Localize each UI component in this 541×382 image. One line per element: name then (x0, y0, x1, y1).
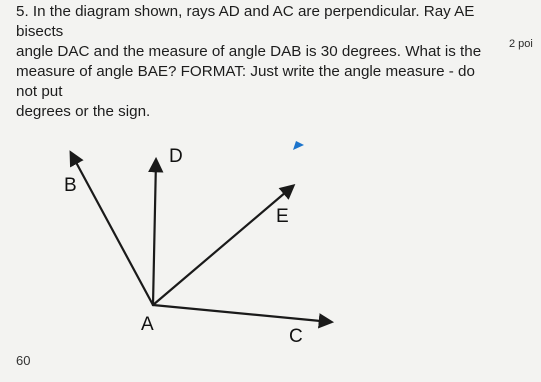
ray-ae (153, 186, 293, 305)
ray-ac (153, 305, 331, 322)
label-d: D (169, 146, 183, 167)
label-b: B (64, 175, 77, 196)
question-line-2: angle DAC and the measure of angle DAB is 30 degrees. What is the (16, 43, 482, 60)
points-label: 2 poi (509, 38, 533, 50)
label-a: A (141, 314, 154, 335)
answer-text: 60 (16, 353, 31, 368)
question-line-1: 5. In the diagram shown, rays AD and AC are perpendicular. Ray AE bisects (16, 3, 475, 40)
label-c: C (289, 326, 303, 347)
question-line-3: measure of angle BAE? FORMAT: Just write the angle measure - do not put (16, 63, 475, 100)
label-e: E (276, 206, 289, 227)
ray-ad (153, 160, 156, 305)
question-line-4: degrees or the sign. (16, 103, 151, 120)
ray-ab (71, 153, 153, 305)
mouse-cursor-icon (293, 141, 304, 150)
